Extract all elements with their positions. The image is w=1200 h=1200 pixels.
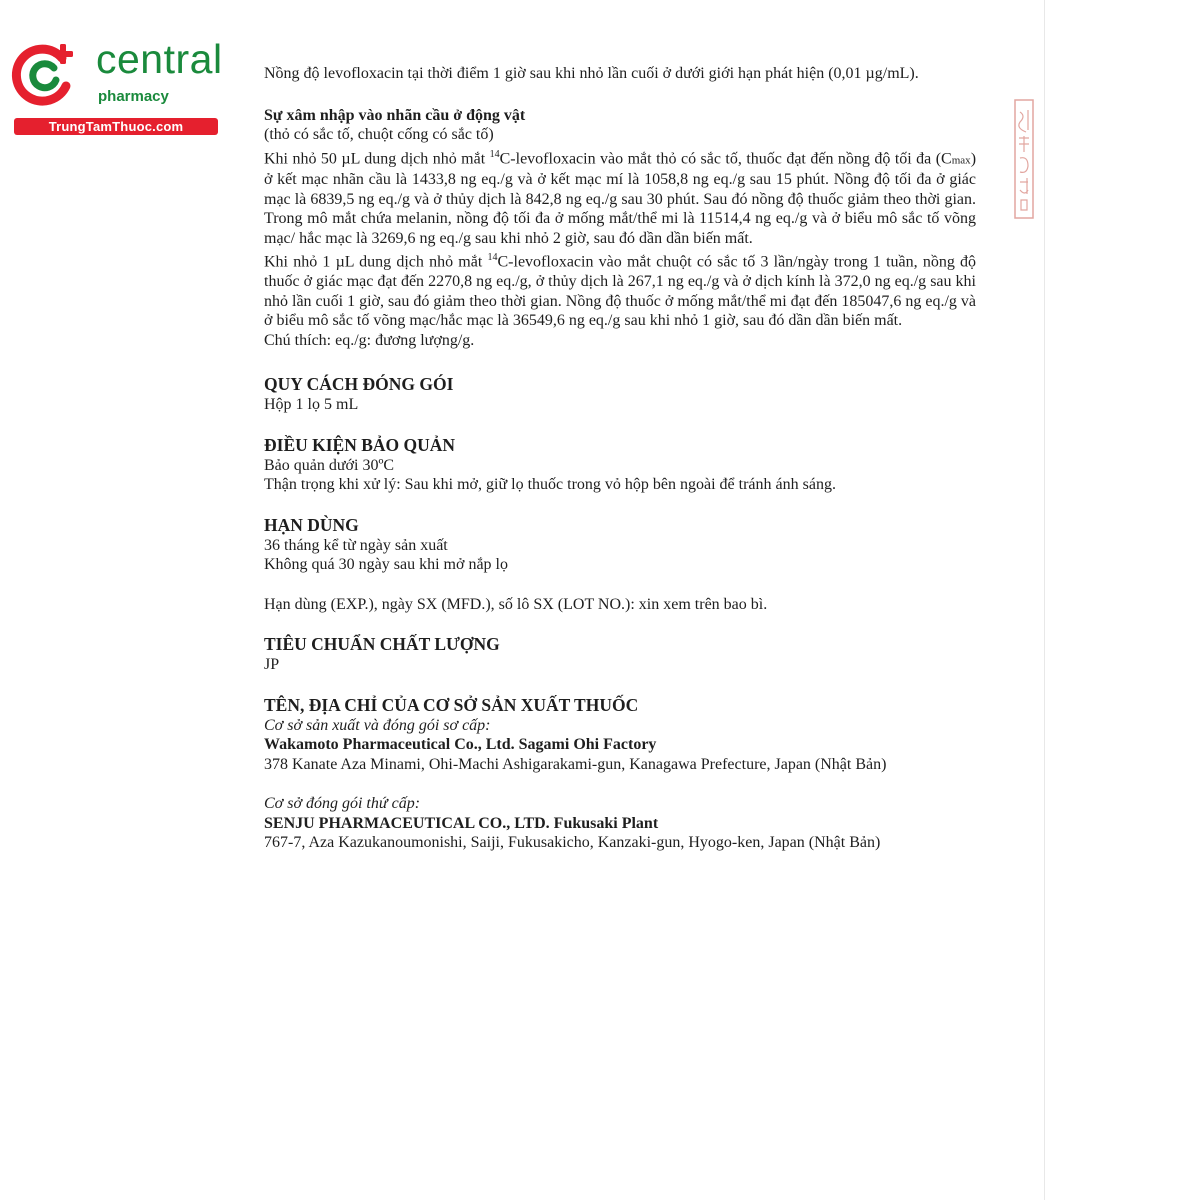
primary-facility-label: Cơ sở sản xuất và đóng gói sơ cấp: (264, 716, 491, 734)
secondary-facility-name: SENJU PHARMACEUTICAL CO., LTD. Fukusaki Plant (264, 814, 659, 832)
spacer (264, 774, 976, 794)
storage-line-2: Thận trọng khi xử lý: Sau khi mở, giữ lọ thuốc trong vỏ hộp bên ngoài để tránh ánh sáng. (264, 476, 836, 494)
packaging-heading: QUY CÁCH ĐÓNG GÓI (264, 374, 454, 395)
expiry-heading: HẠN DÙNG (264, 514, 359, 535)
text-span: ) ở kết mạc nhãn cầu là 1433,8 ng eq./g và ở kết mạc mí là 1058,8 ng eq./g sau 15 phút. Nồng độ tối đa ở giác mạc là 6839,5 ng eq./g và ở thủy dịch là 842,8 ng eq./g sau 30 phút. Sau đó nồng độ thuốc giảm theo thời gian. Trong mô mắt chứa melanin, nồng độ tối đa ở mống mắt/thể mi là 11514,4 ng eq./g và ở biểu mô sắc tố võng mạc/ hắc mạc là 3269,6 ng eq./g sau khi nhỏ 2 giờ, sau đó dần dần biến mất. (264, 149, 977, 247)
secondary-facility-label: Cơ sở đóng gói thứ cấp: (264, 795, 421, 813)
seal-stamp-icon (1012, 98, 1036, 220)
intro-paragraph: Nồng độ levofloxacin tại thời điểm 1 giờ sau khi nhỏ lần cuối ở dưới giới hạn phát hiện (0,01 µg/mL). (264, 65, 919, 82)
brand-logo[interactable] (10, 36, 223, 136)
document-body (264, 64, 976, 853)
secondary-facility-address: 767-7, Aza Kazukanoumonishi, Saiji, Fukusakicho, Kanzaki-gun, Hyogo-ken, Japan (Nhật Bản) (264, 834, 881, 852)
primary-facility-address: 378 Kanate Aza Minami, Ohi-Machi Ashigarakami-gun, Kanagawa Prefecture, Japan (Nhật Bản) (264, 755, 887, 773)
cmax-subscript: max (951, 153, 971, 166)
brand-name: central (96, 36, 223, 82)
penetration-subtitle: (thỏ có sắc tố, chuột cống có sắc tố) (264, 126, 494, 143)
manufacturer-heading: TÊN, ĐỊA CHỈ CỦA CƠ SỞ SẢN XUẤT THUỐC (264, 694, 639, 715)
penetration-heading: Sự xâm nhập vào nhãn cầu ở động vật (264, 106, 526, 124)
quality-heading: TIÊU CHUẨN CHẤT LƯỢNG (264, 634, 500, 655)
text-span: Khi nhỏ 1 µL dung dịch nhỏ mắt (264, 253, 488, 271)
text-span: C-levofloxacin vào mắt chuột có sắc tố 3 lần/ngày trong 1 tuần, nồng độ thuốc ở giác mạc đạt đến 2270,8 ng eq./g, ở thủy dịch là 267,1 ng eq./g và ở dịch kính là 372,0 ng eq./g sau khi nhỏ lần cuối 1 giờ, sau đó giảm theo thời gian. Nồng độ thuốc ở mống mắt/thể mi đạt đến 185047,6 ng eq./g và ở biểu mô sắc tố võng mạc/hắc mạc là 36549,6 ng eq./g sau khi nhỏ 1 giờ, sau đó dần dần biến mất. (264, 253, 977, 330)
primary-facility-name: Wakamoto Pharmaceutical Co., Ltd. Sagami Ohi Factory (264, 736, 657, 754)
penetration-paragraph-rat (264, 248, 976, 330)
brand-tagline: pharmacy (98, 88, 169, 105)
expiry-line-1: 36 tháng kể từ ngày sản xuất (264, 536, 448, 554)
isotope-superscript: 14 (489, 148, 500, 160)
site-url-badge[interactable]: TrungTamThuoc.com (14, 118, 218, 135)
penetration-paragraph-rabbit (264, 145, 976, 249)
storage-heading: ĐIỀU KIỆN BẢO QUẢN (264, 434, 456, 455)
isotope-superscript: 14 (487, 252, 498, 264)
expiry-line-3: Hạn dùng (EXP.), ngày SX (MFD.), số lô SX (LOT NO.): xin xem trên bao bì. (264, 595, 768, 613)
storage-line-1: Bảo quản dưới 30ºC (264, 456, 395, 474)
text-span: Khi nhỏ 50 µL dung dịch nhỏ mắt (264, 149, 490, 167)
packaging-text: Hộp 1 lọ 5 mL (264, 396, 359, 414)
spacer (264, 575, 976, 595)
page-edge-line (1044, 0, 1045, 1200)
penetration-note: Chú thích: eq./g: đương lượng/g. (264, 331, 475, 349)
text-span: C-levofloxacin vào mắt thỏ có sắc tố, thuốc đạt đến nồng độ tối đa (C (499, 149, 952, 167)
central-pharmacy-logo-icon (10, 38, 82, 110)
expiry-line-2: Không quá 30 ngày sau khi mở nắp lọ (264, 556, 508, 574)
quality-text: JP (264, 656, 280, 674)
